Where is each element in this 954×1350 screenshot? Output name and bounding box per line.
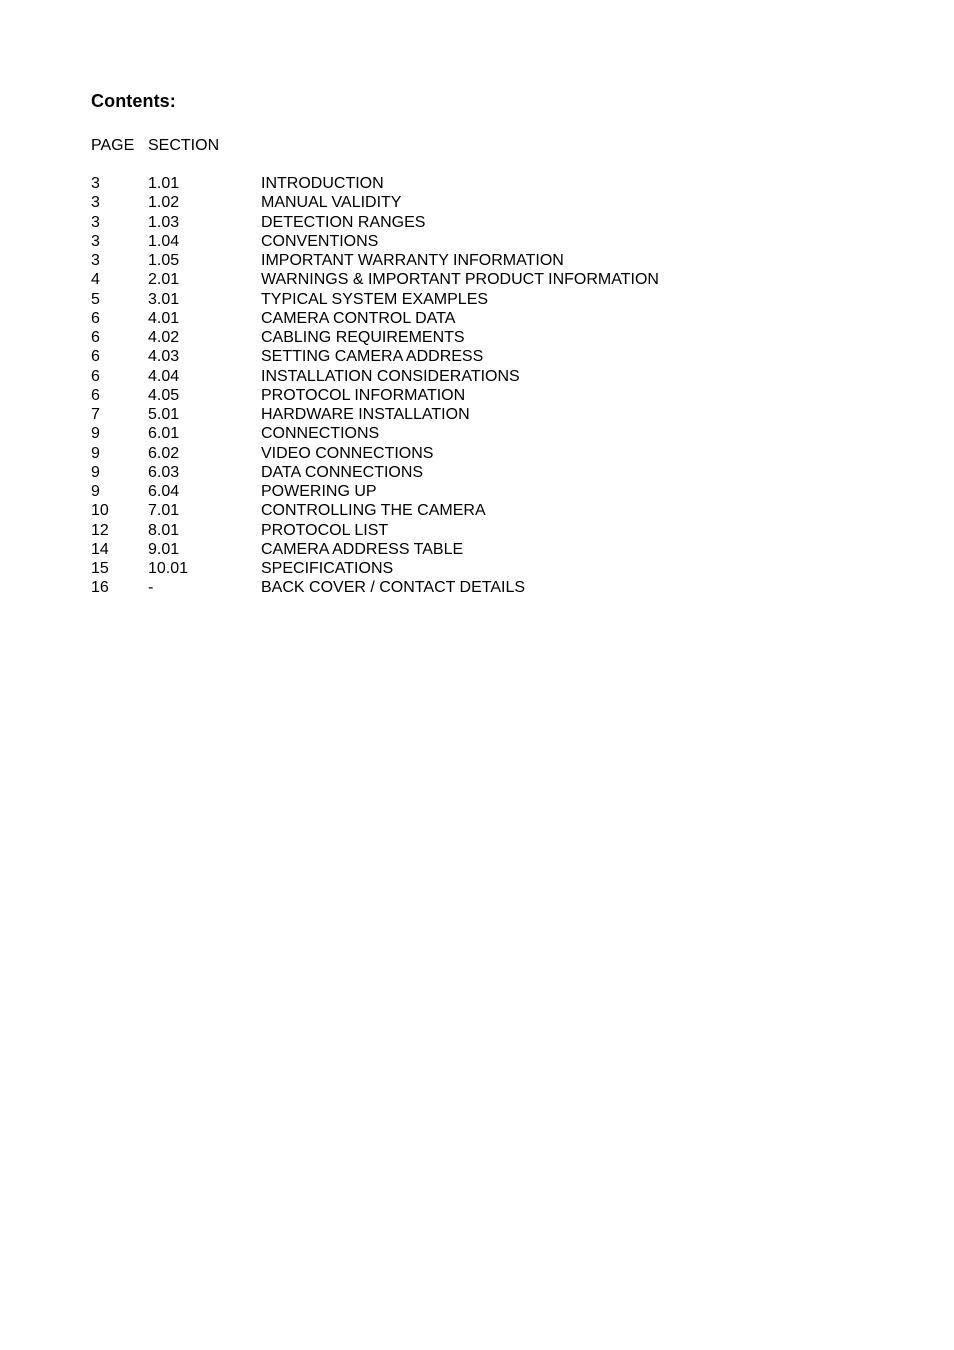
toc-entry-page: 9	[91, 425, 100, 443]
toc-entry-page: 6	[91, 367, 100, 385]
toc-entry-section: 4.02	[148, 329, 180, 346]
toc-entry-title: CONVENTIONS	[261, 232, 379, 250]
toc-entry	[91, 559, 891, 578]
toc-entry-title: WARNINGS & IMPORTANT PRODUCT INFORMATION	[261, 271, 659, 289]
toc-entry-title: IMPORTANT WARRANTY INFORMATION	[261, 252, 564, 269]
toc-entry	[91, 213, 891, 232]
toc-entry	[91, 521, 891, 540]
toc-entry-page: 4	[91, 271, 100, 289]
toc-entry-section: 7.01	[148, 502, 180, 520]
toc-entry-section: 8.01	[148, 521, 180, 539]
page-title: Contents:	[91, 91, 176, 111]
toc-entry-page: 9	[91, 463, 100, 481]
toc-header-page: PAGE	[91, 137, 135, 154]
toc-entry-title: DATA CONNECTIONS	[261, 463, 424, 481]
toc-entry-page: 6	[91, 386, 100, 404]
toc-entry-section: 2.01	[148, 271, 180, 289]
toc-entry-title: INSTALLATION CONSIDERATIONS	[261, 367, 520, 385]
toc-entry	[91, 347, 891, 366]
toc-entry-section: 4.04	[148, 367, 180, 385]
toc-entry-title: CONNECTIONS	[261, 425, 380, 443]
toc-entry-title: BACK COVER / CONTACT DETAILS	[261, 579, 526, 597]
toc-entry-page: 15	[91, 560, 109, 577]
toc-entry-title: POWERING UP	[261, 483, 377, 500]
toc-entry-section: 1.01	[148, 175, 180, 192]
toc-entry	[91, 193, 891, 212]
toc-entry	[91, 386, 891, 405]
toc-entry-page: 10	[91, 502, 109, 520]
toc-entry-title: PROTOCOL INFORMATION	[261, 386, 466, 404]
toc-entry	[91, 482, 891, 501]
toc-entry-section: 4.05	[148, 386, 180, 404]
toc-entry-page: 6	[91, 348, 100, 366]
toc-entry-title: CAMERA ADDRESS TABLE	[261, 540, 464, 558]
toc-entry-section: 4.03	[148, 348, 180, 366]
toc-entry-section: 3.01	[148, 290, 180, 308]
toc-entry-page: 3	[91, 252, 100, 269]
toc-entry-section: 1.04	[148, 232, 180, 250]
toc-entry-section: 9.01	[148, 540, 180, 558]
toc-entry	[91, 367, 891, 386]
toc-entry	[91, 309, 891, 328]
toc-entry-page: 3	[91, 175, 100, 192]
toc-entry	[91, 251, 891, 270]
toc-entry-section: 1.05	[148, 252, 180, 269]
toc-entry-section: 6.04	[148, 483, 180, 500]
toc-entry-page: 6	[91, 329, 100, 346]
toc-entry-title: INTRODUCTION	[261, 175, 384, 192]
toc-entry	[91, 424, 891, 443]
toc-entry	[91, 578, 891, 597]
toc-entry	[91, 270, 891, 289]
toc-header-section: SECTION	[148, 137, 220, 154]
toc-entry-title: VIDEO CONNECTIONS	[261, 444, 434, 462]
table-of-contents	[91, 174, 891, 598]
toc-entry-title: SPECIFICATIONS	[261, 560, 394, 577]
toc-entry-page: 3	[91, 213, 100, 231]
toc-entry-title: DETECTION RANGES	[261, 213, 426, 231]
toc-entry-title: CAMERA CONTROL DATA	[261, 309, 456, 327]
toc-entry-section: 10.01	[148, 560, 189, 577]
toc-entry	[91, 290, 891, 309]
toc-entry	[91, 405, 891, 424]
toc-entry-section: 6.03	[148, 463, 180, 481]
toc-entry-title: HARDWARE INSTALLATION	[261, 406, 470, 423]
toc-entry-section: 5.01	[148, 406, 180, 423]
toc-entry-page: 9	[91, 444, 100, 462]
toc-entry-page: 7	[91, 406, 100, 423]
toc-entry-page: 3	[91, 232, 100, 250]
toc-header	[91, 136, 219, 156]
toc-entry-page: 12	[91, 521, 109, 539]
toc-entry-title: SETTING CAMERA ADDRESS	[261, 348, 484, 366]
toc-entry	[91, 540, 891, 559]
toc-entry	[91, 463, 891, 482]
toc-entry-title: PROTOCOL LIST	[261, 521, 389, 539]
toc-entry-section: 1.03	[148, 213, 180, 231]
toc-entry-title: CABLING REQUIREMENTS	[261, 329, 465, 346]
toc-entry-section: -	[148, 579, 154, 597]
toc-entry	[91, 174, 891, 193]
toc-entry-title: CONTROLLING THE CAMERA	[261, 502, 486, 520]
toc-entry-page: 9	[91, 483, 100, 500]
toc-entry	[91, 232, 891, 251]
toc-entry-page: 16	[91, 579, 109, 597]
toc-entry-section: 6.01	[148, 425, 180, 443]
toc-entry-section: 6.02	[148, 444, 180, 462]
toc-entry	[91, 501, 891, 520]
toc-entry-section: 1.02	[148, 194, 180, 212]
toc-entry-section: 4.01	[148, 309, 180, 327]
toc-entry-page: 3	[91, 194, 100, 212]
toc-entry	[91, 328, 891, 347]
toc-entry	[91, 444, 891, 463]
toc-entry-page: 5	[91, 290, 100, 308]
toc-entry-page: 14	[91, 540, 109, 558]
toc-entry-page: 6	[91, 309, 100, 327]
toc-entry-title: MANUAL VALIDITY	[261, 194, 402, 212]
toc-entry-title: TYPICAL SYSTEM EXAMPLES	[261, 290, 489, 308]
